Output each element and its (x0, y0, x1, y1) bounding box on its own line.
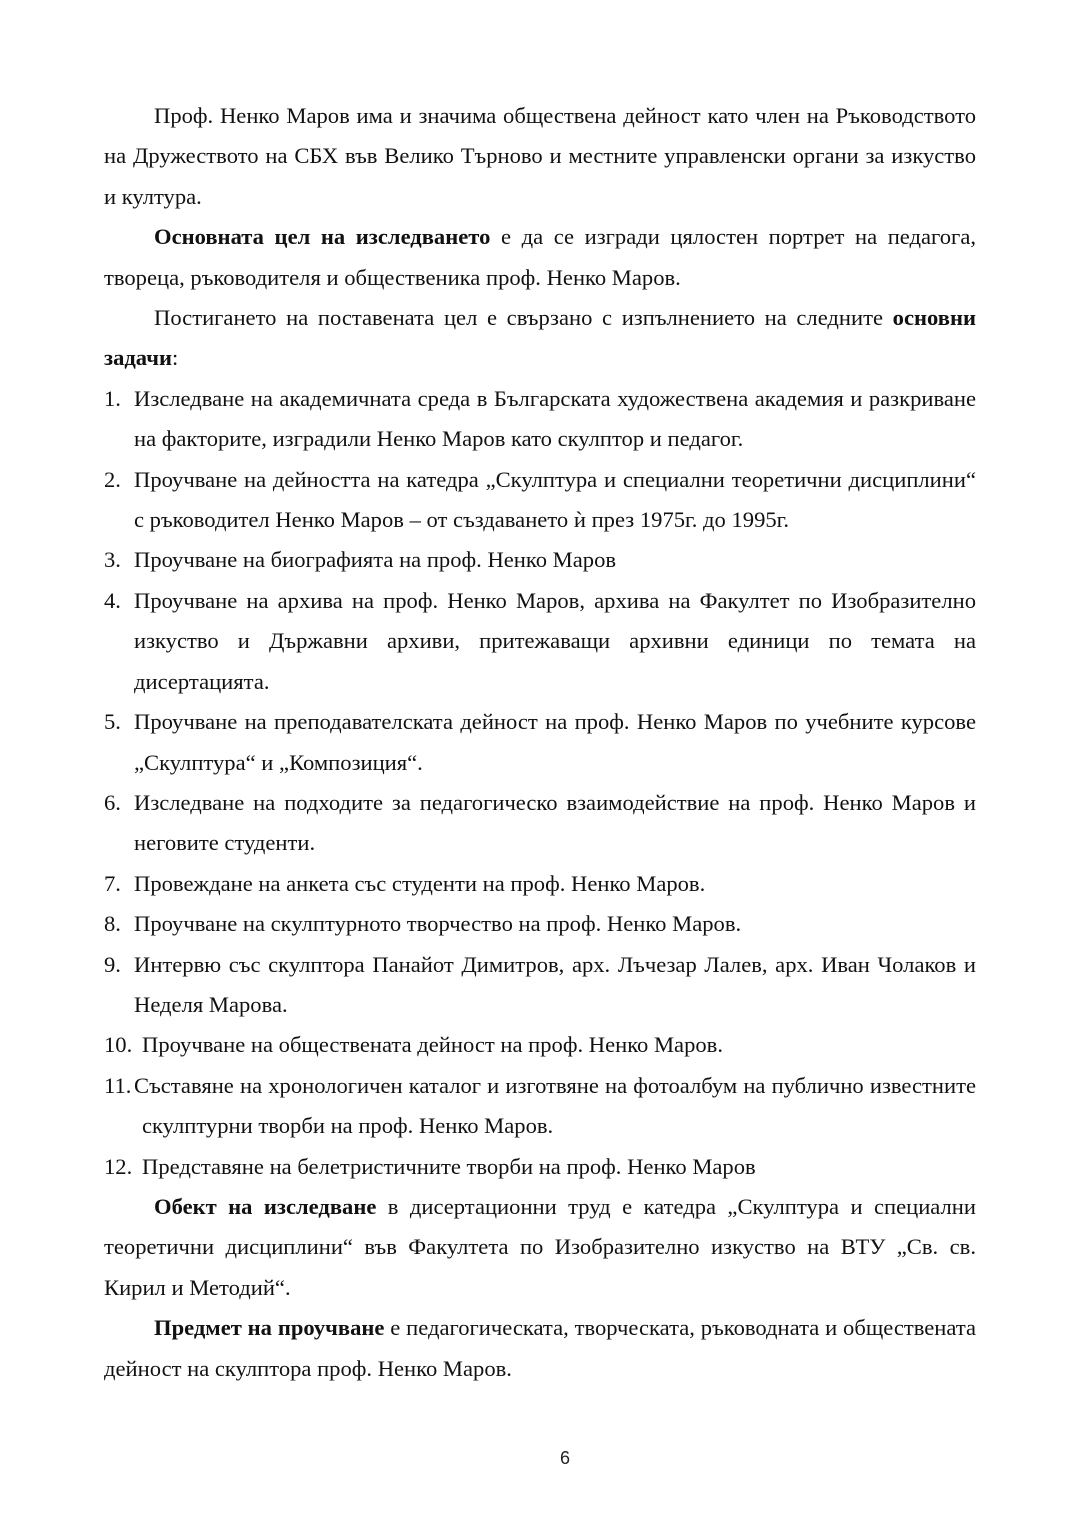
list-item-text: Проучване на обществената дейност на проф. Ненко Маров. (142, 1032, 723, 1058)
list-item (104, 783, 976, 864)
list-item-number: 10. (104, 1032, 133, 1058)
list-item-text: Провеждане на анкета със студенти на проф. Ненко Маров. (134, 870, 706, 896)
list-item-text: Проучване на биографията на проф. Ненко Маров (134, 547, 617, 573)
list-item-number: 3. (104, 547, 121, 573)
list-item-number: 7. (104, 870, 121, 896)
list-item (104, 1066, 976, 1147)
subject-paragraph (104, 1308, 976, 1389)
intro-paragraph: Проф. Ненко Маров има и значима обществена дейност като член на Ръководството на Дружеството на СБХ във Велико Търново и местните управленски органи за изкуство и култура. (104, 103, 976, 209)
list-item-text: Съставяне на хронологичен каталог и изготвяне на фотоалбум на публично известните скулптурни творби на проф. Ненко Маров. (134, 1072, 976, 1139)
tasks-intro-end: : (171, 345, 179, 371)
list-item (104, 1147, 976, 1187)
list-item (104, 379, 976, 460)
object-heading: Обект на изследване (154, 1193, 377, 1219)
list-item-number: 12. (104, 1153, 133, 1179)
tasks-list (104, 379, 976, 1187)
list-item-number: 6. (104, 789, 121, 815)
list-item-text: Интервю със скулптора Панайот Димитров, арх. Лъчезар Лалев, арх. Иван Чолаков и Неделя Марова. (134, 951, 976, 1017)
list-item-text: Проучване на дейността на катедра „Скулптура и специални теоретични дисциплини“ с ръководител Ненко Маров – от създаването ѝ през 1975г. до 1995г. (134, 466, 976, 533)
list-item-text: Проучване на скулптурното творчество на проф. Ненко Маров. (134, 911, 742, 937)
list-item-number: 2. (104, 466, 121, 492)
goal-text: е да се изгради цялостен портрет на педагога, твореца, ръководителя и общественика проф. Ненко Маров. (104, 224, 976, 290)
list-item-number: 8. (104, 911, 121, 937)
list-item (104, 945, 976, 1026)
list-item-text: Изследване на подходите за педагогическо взаимодействие на проф. Ненко Маров и неговите студенти. (134, 789, 976, 856)
list-item (104, 460, 976, 541)
list-item (104, 581, 976, 702)
list-item (104, 702, 976, 783)
list-item-number: 1. (104, 385, 121, 411)
list-item-number: 11. (104, 1072, 132, 1098)
document-page (104, 96, 976, 1389)
page-number: 6 (559, 1448, 570, 1468)
list-item-number: 4. (104, 587, 121, 613)
object-text: в дисертационни труд е катедра „Скулптура и специални теоретични дисциплини“ във Факултета по Изобразително изкуство на ВТУ „Св. св. Кирил и Методий“. (104, 1193, 976, 1300)
list-item-number: 9. (104, 951, 121, 977)
list-item-text: Представяне на белетристичните творби на проф. Ненко Маров (142, 1153, 756, 1179)
list-item-number: 5. (104, 709, 121, 735)
tasks-intro-bold: основни задачи (104, 305, 976, 371)
list-item-text: Проучване на преподавателската дейност на проф. Ненко Маров по учебните курсове „Скулптура“ и „Композиция“. (134, 709, 976, 775)
list-item-text: Проучване на архива на проф. Ненко Маров, архива на Факултет по Изобразително изкуство и Държавни архиви, притежаващи архивни единици по темата на дисертацията. (134, 587, 976, 694)
object-paragraph (104, 1187, 976, 1308)
list-item (104, 1025, 976, 1065)
goal-heading: Основната цел на изследването (154, 224, 491, 250)
list-item-text: Изследване на академичната среда в Българската художествена академия и разкриване на факторите, изградили Ненко Маров като скулптор и педагог. (134, 385, 976, 452)
subject-heading: Предмет на проучване (154, 1315, 385, 1341)
subject-text: е педагогическата, творческата, ръководната и обществената дейност на скулптора проф. Ненко Маров. (104, 1315, 976, 1381)
list-item (104, 864, 976, 904)
list-item (104, 540, 976, 580)
tasks-intro-text: Постигането на поставената цел е свързано с изпълнението на следните (154, 305, 893, 331)
tasks-intro-paragraph (104, 298, 976, 379)
goal-paragraph (104, 217, 976, 298)
list-item (104, 904, 976, 944)
